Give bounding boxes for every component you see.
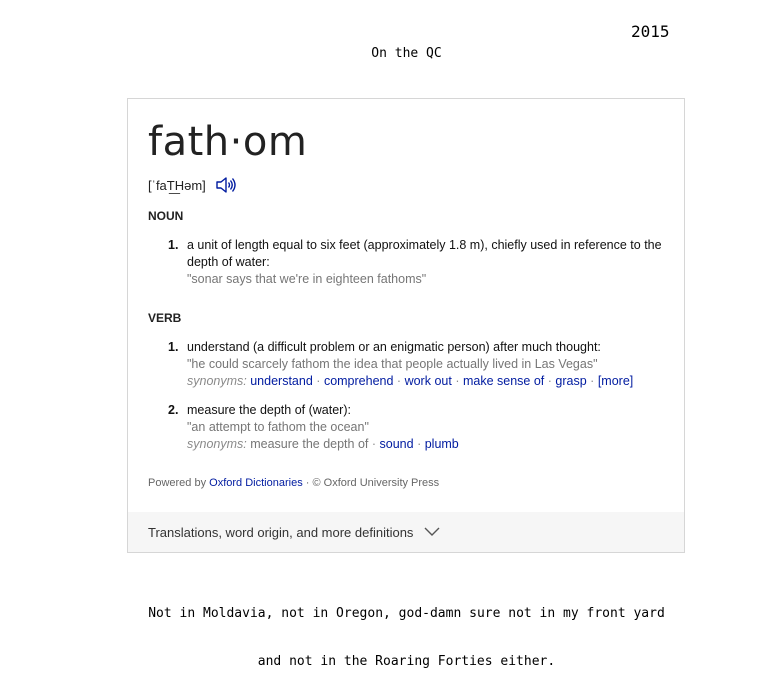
powered-by: [148, 477, 439, 489]
powered-prefix: Powered by: [148, 477, 207, 489]
sense-example: "sonar says that we're in eighteen fathoms": [187, 272, 427, 286]
oxford-dictionaries-link[interactable]: Oxford Dictionaries: [209, 477, 303, 489]
sense-example: "he could scarcely fathom the idea that people actually lived in Las Vegas": [187, 357, 598, 371]
sense-definition: measure the depth of (water):: [187, 403, 351, 417]
more-synonyms-link[interactable]: [more]: [597, 374, 634, 388]
verb-sense-1: [168, 339, 668, 390]
sense-number: 2.: [168, 403, 179, 417]
synonym-link[interactable]: work out: [404, 374, 452, 388]
more-definitions-bar[interactable]: [128, 512, 684, 552]
noun-sense-1: [168, 237, 668, 288]
verb-sense-2: [168, 402, 668, 453]
pronunciation: [ˈfaT͟Həm]: [148, 177, 206, 193]
dictionary-card: [127, 98, 685, 553]
subtitle: On the QC: [371, 46, 442, 61]
synonyms-label: synonyms:: [187, 374, 247, 388]
pronunciation-row: [148, 175, 237, 195]
synonym-link[interactable]: sound: [379, 437, 414, 451]
year-label: 2015: [631, 22, 670, 41]
powered-suffix: · © Oxford University Press: [305, 477, 440, 489]
quote-line-2: and not in the Roaring Forties either.: [257, 654, 556, 669]
headword: fath·om: [148, 119, 308, 165]
synonyms-line: synonyms: understand · comprehend · work out · make sense of · grasp · [more]: [187, 374, 634, 388]
pos-noun: NOUN: [148, 209, 184, 223]
sense-definition: understand (a difficult problem or an enigmatic person) after much thought:: [187, 340, 601, 354]
sense-number: 1.: [168, 238, 179, 252]
sense-definition: a unit of length equal to six feet (approximately 1.8 m), chiefly used in reference to the depth of water:: [187, 238, 662, 269]
sense-example: "an attempt to fathom the ocean": [187, 420, 369, 434]
sense-number: 1.: [168, 340, 179, 354]
chevron-down-icon: [423, 526, 441, 538]
synonym-link[interactable]: make sense of: [462, 374, 545, 388]
speaker-icon[interactable]: [215, 175, 237, 195]
quote-line-1: Not in Moldavia, not in Oregon, god-damn sure not in my front yard: [148, 606, 665, 621]
synonyms-line: synonyms: measure the depth of · sound · plumb: [187, 437, 459, 451]
synonym-link[interactable]: plumb: [424, 437, 459, 451]
synonym-link[interactable]: grasp: [555, 374, 587, 388]
synonyms-label: synonyms:: [187, 437, 247, 451]
more-definitions-label: Translations, word origin, and more definitions: [148, 524, 414, 540]
synonym-link[interactable]: comprehend: [323, 374, 394, 388]
pos-verb: VERB: [148, 311, 182, 325]
synonym-link[interactable]: understand: [250, 374, 313, 388]
synonym-text: measure the depth of: [250, 437, 369, 451]
